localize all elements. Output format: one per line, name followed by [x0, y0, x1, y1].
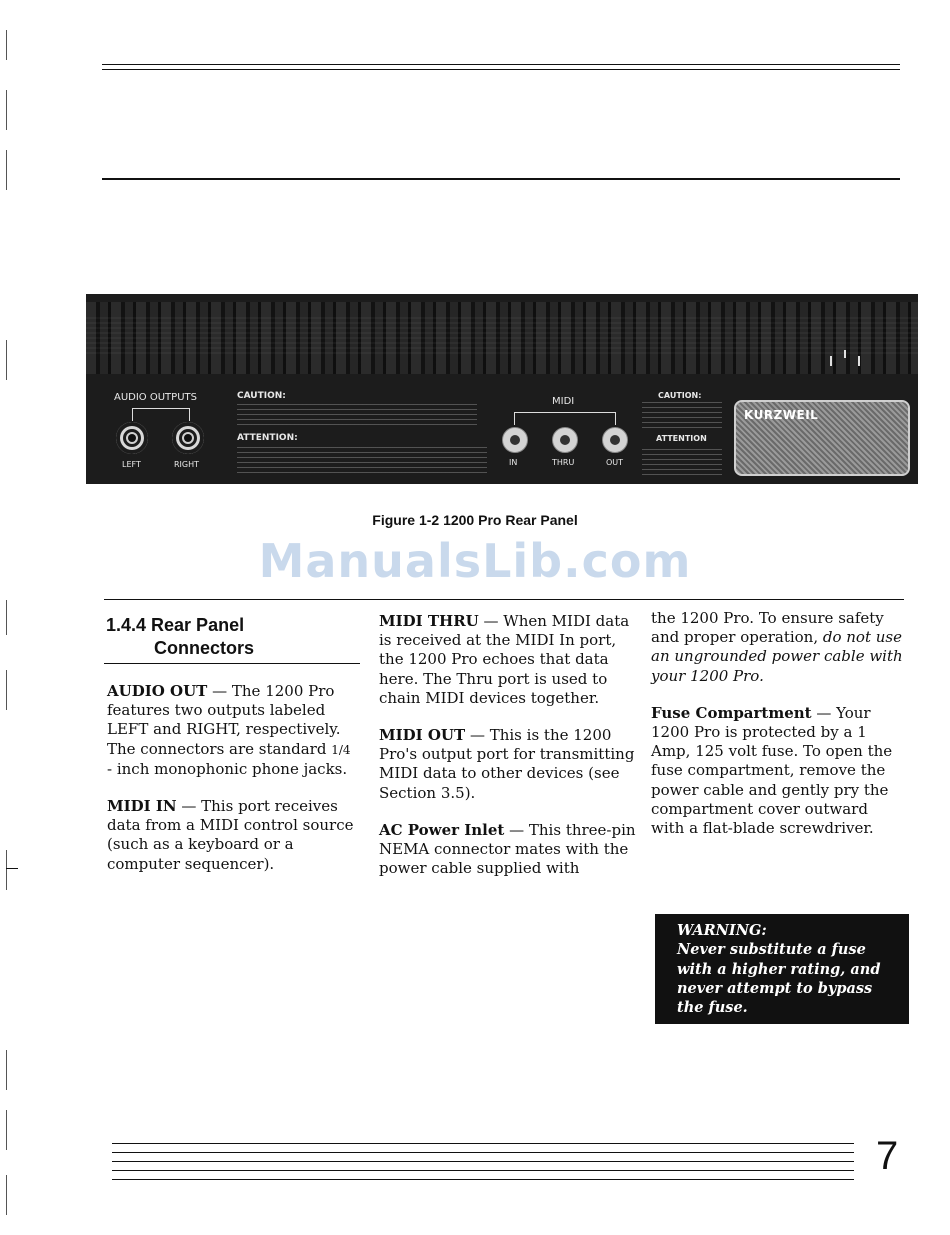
- scan-edge-mark: [6, 600, 7, 635]
- continued-italic: do not use an ungrounded power cable with your 1200 Pro.: [651, 628, 903, 685]
- midi-label: MIDI: [552, 396, 575, 407]
- midi-thru-text: — When MIDI data is received at the MIDI In port, the 1200 Pro echoes that data here. The Thru port is used to chain MIDI devices together.: [379, 612, 630, 707]
- continued-paragraph: [651, 609, 905, 686]
- audio-out-right-jack: [172, 422, 204, 454]
- midi-in-heading: MIDI IN: [107, 797, 177, 816]
- section-title: [106, 614, 360, 660]
- audio-outputs-bracket: [132, 408, 190, 421]
- panel-texture: [86, 314, 918, 354]
- warning-text: Never substitute a fuse with a higher rating, and never attempt to bypass the fuse.: [677, 941, 881, 1017]
- midi-out-text: — This is the 1200 Pro's output port for transmitting MIDI data to other devices (see Section 3.5).: [379, 726, 635, 802]
- attention-label-2: ATTENTION: [656, 434, 707, 443]
- audio-out-paragraph: [107, 682, 355, 779]
- midi-in-label: IN: [509, 458, 518, 467]
- footer-rule: [112, 1161, 854, 1162]
- attention-fine-print: [237, 445, 487, 473]
- ac-power-text: — This three-pin NEMA connector mates with the power cable supplied with: [379, 820, 636, 878]
- power-inlet-pin: [830, 356, 832, 366]
- rear-panel-figure: [86, 294, 918, 484]
- midi-thru-heading: MIDI THRU: [379, 612, 479, 630]
- midi-thru-paragraph: [379, 612, 637, 708]
- scan-edge-mark: [6, 1050, 7, 1090]
- fraction: 1/4: [331, 742, 351, 757]
- footer-rule: [112, 1179, 854, 1180]
- section-title-underline: [104, 663, 360, 664]
- audio-out-text: — The 1200 Pro features two outputs labeled LEFT and RIGHT, respectively. The connectors are standard: [107, 682, 341, 758]
- midi-out-port: [602, 427, 628, 453]
- warning-box: [655, 914, 909, 1024]
- footer-rule: [112, 1152, 854, 1153]
- audio-outputs-label: AUDIO OUTPUTS: [114, 392, 197, 403]
- midi-in-paragraph: [107, 797, 355, 874]
- scan-edge-mark: [6, 1175, 7, 1215]
- midi-thru-label: THRU: [552, 458, 575, 467]
- scan-edge-mark: [6, 30, 7, 60]
- header-rule: [102, 178, 900, 180]
- right-jack-label: RIGHT: [174, 460, 200, 469]
- section-title-line1: 1.4.4 Rear Panel: [106, 615, 245, 635]
- warning-heading: WARNING:: [677, 922, 767, 939]
- fuse-heading: Fuse Compartment: [651, 703, 812, 722]
- header-rule: [102, 69, 900, 70]
- kurzweil-logo: KURZWEIL: [744, 408, 819, 422]
- ac-power-heading: AC Power Inlet: [379, 820, 505, 839]
- power-inlet-pin: [858, 356, 860, 366]
- audio-out-heading: AUDIO OUT: [107, 682, 208, 700]
- midi-in-port: [502, 427, 528, 453]
- fuse-text: — Your 1200 Pro is protected by a 1 Amp, 125 volt fuse. To open the fuse compartment, remove the power cable and gently pry the compartment cover outward with a flat-blade screwdriver.: [651, 703, 893, 838]
- midi-out-paragraph: [379, 726, 637, 803]
- left-jack-label: LEFT: [122, 460, 141, 469]
- section-title-line2: Connectors: [154, 638, 255, 658]
- midi-bracket: [514, 412, 616, 425]
- midi-thru-port: [552, 427, 578, 453]
- page-number: 7: [876, 1134, 899, 1178]
- column-2: [379, 612, 637, 896]
- footer-rule: [112, 1170, 854, 1171]
- audio-out-left-jack: [116, 422, 148, 454]
- column-1: [107, 682, 355, 892]
- midi-out-label: OUT: [606, 458, 624, 467]
- audio-out-text-2: - inch monophonic phone jacks.: [107, 759, 348, 778]
- caution-fine-print-2: [642, 402, 722, 428]
- ac-power-paragraph: [379, 821, 637, 879]
- scan-edge-tick: [6, 868, 18, 869]
- scan-edge-mark: [6, 670, 7, 710]
- caution-label: CAUTION:: [237, 391, 286, 401]
- midi-out-heading: MIDI OUT: [379, 726, 466, 745]
- scan-edge-mark: [6, 850, 7, 890]
- watermark: ManualsLib.com: [258, 534, 692, 588]
- kurzweil-badge: [734, 400, 910, 476]
- scan-edge-mark: [6, 150, 7, 190]
- column-3: [651, 609, 905, 856]
- header-rule: [102, 64, 900, 65]
- continued-text: the 1200 Pro. To ensure safety and proper operation,: [651, 609, 884, 647]
- scan-edge-mark: [6, 90, 7, 130]
- section-top-rule: [104, 599, 904, 600]
- fuse-paragraph: [651, 704, 905, 838]
- attention-label: ATTENTION:: [237, 433, 298, 443]
- power-inlet-pin: [844, 350, 846, 358]
- attention-fine-print-2: [642, 445, 722, 475]
- midi-in-text: — This port receives data from a MIDI control source (such as a keyboard or a computer sequencer).: [107, 797, 354, 873]
- scan-edge-mark: [6, 340, 7, 380]
- scan-edge-mark: [6, 1110, 7, 1150]
- figure-caption: Figure 1-2 1200 Pro Rear Panel: [372, 512, 578, 528]
- caution-label-2: CAUTION:: [658, 391, 702, 400]
- footer-rule: [112, 1143, 854, 1144]
- caution-fine-print: [237, 403, 477, 425]
